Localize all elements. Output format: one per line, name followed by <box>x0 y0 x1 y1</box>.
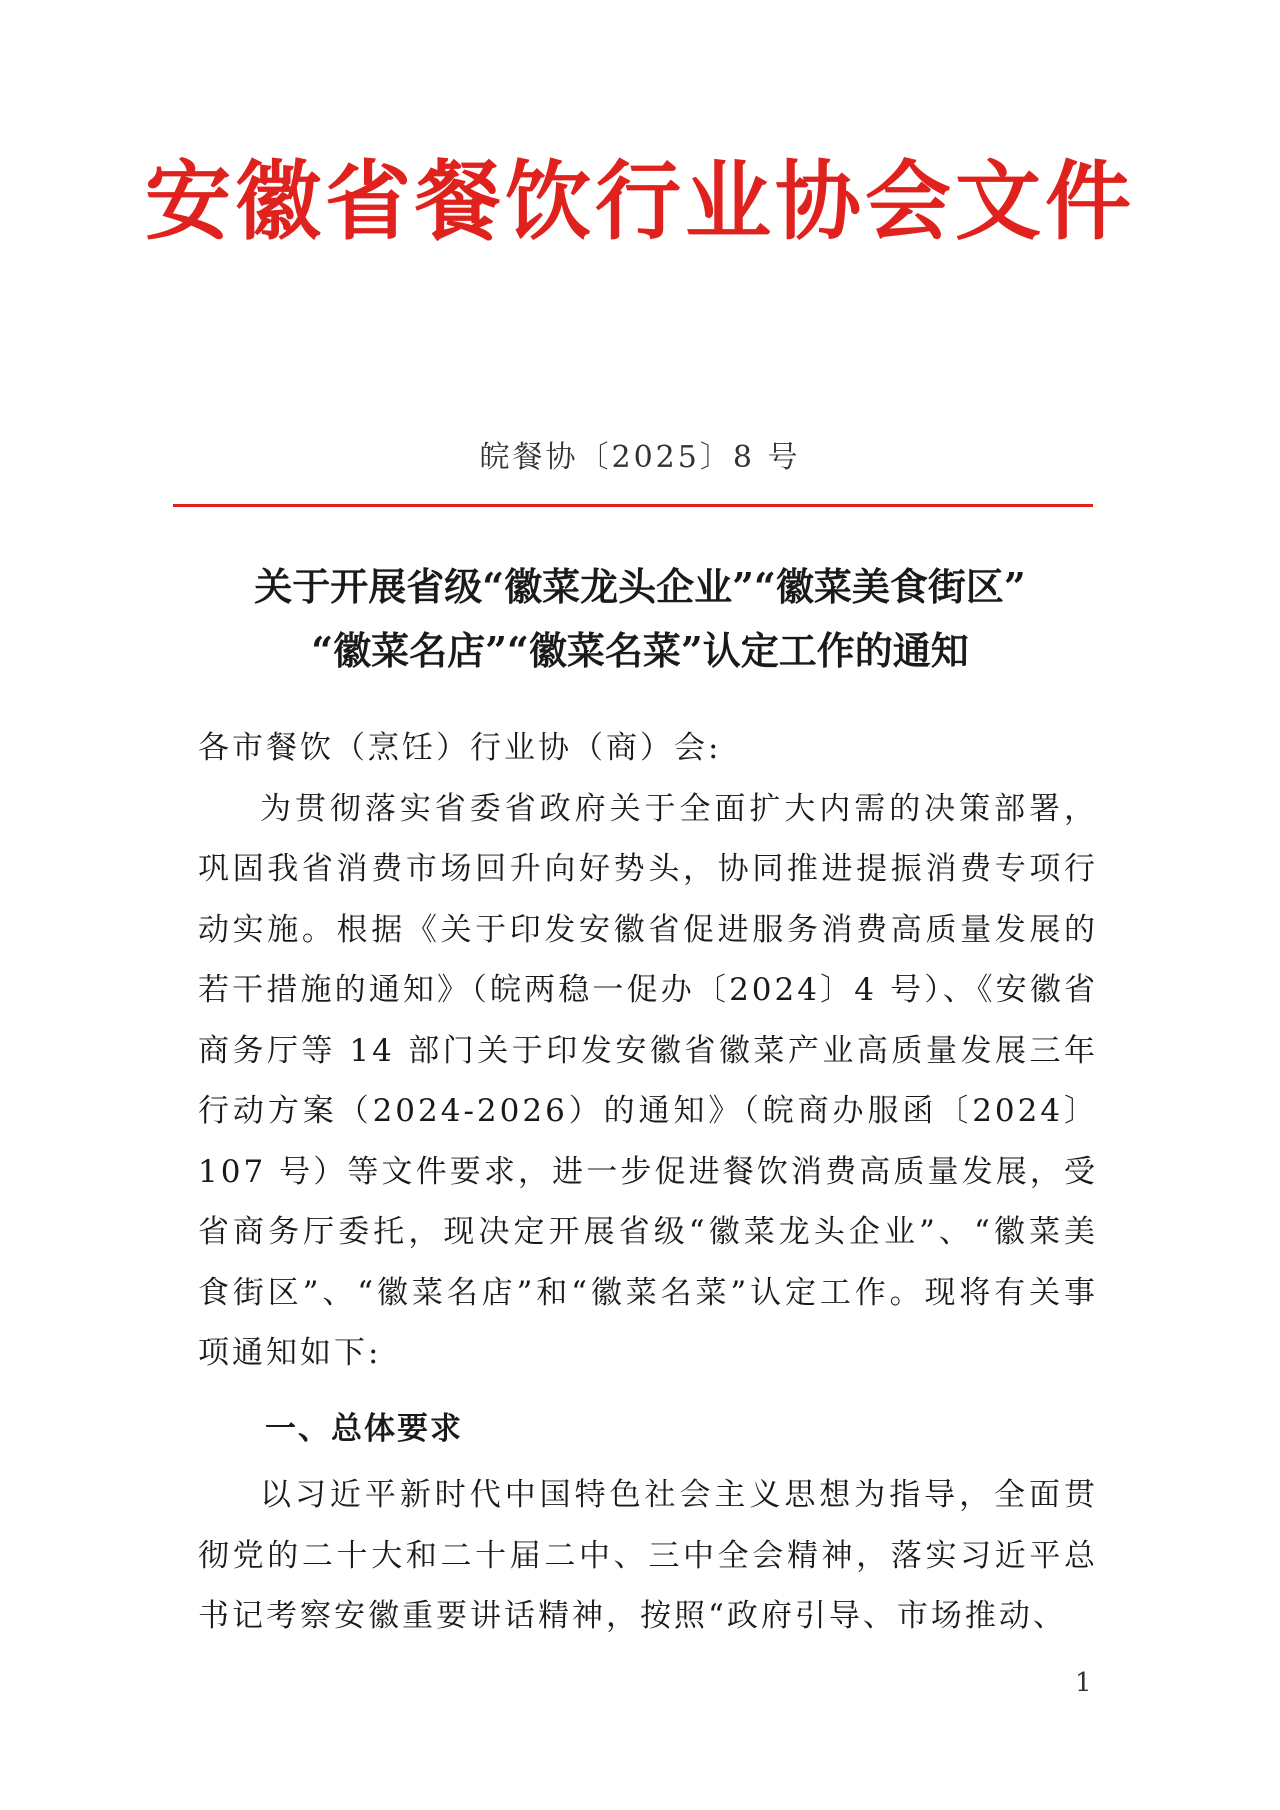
intro-paragraph: 为贯彻落实省委省政府关于全面扩大内需的决策部署，巩固我省消费市场回升向好势头，协同推进提振消费专项行动实施。根据《关于印发安徽省促进服务消费高质量发展的若干措施的通知》（皖两稳一促办〔2024〕4 号）、《安徽省商务厅等 14 部门关于印发安徽省徽菜产业高质量发展三年行动方案（2024-2026）的通知》（皖商办服函〔2024〕107 号）等文件要求，进一步促进餐饮消费高质量发展，受省商务厅委托，现决定开展省级“徽菜龙头企业”、“徽菜美食街区”、“徽菜名店”和“徽菜名菜”认定工作。现将有关事项通知如下: <box>198 790 1098 1371</box>
section-heading-general-requirements: 一、总体要求 <box>265 1411 463 1447</box>
notice-title-line-2: “徽菜名店”“徽菜名菜”认定工作的通知 <box>311 628 969 673</box>
notice-title <box>170 555 1110 683</box>
notice-title-line-1: 关于开展省级“徽菜龙头企业”“徽菜美食街区” <box>254 564 1026 609</box>
page-number: 1 <box>1075 1668 1092 1698</box>
section-1-paragraph: 以习近平新时代中国特色社会主义思想为指导，全面贯彻党的二十大和二十届二中、三中全会精神，落实习近平总书记考察安徽重要讲话精神，按照“政府引导、市场推动、 <box>198 1477 1098 1634</box>
notice-body <box>198 718 1098 1384</box>
section-1-body <box>198 1465 1098 1647</box>
document-number: 皖餐协〔2025〕8 号 <box>479 440 801 475</box>
document-header-title: 安徽省餐饮行业协会文件 <box>145 151 1135 252</box>
red-divider-line <box>173 504 1093 507</box>
salutation: 各市餐饮（烹饪）行业协（商）会: <box>198 730 722 766</box>
